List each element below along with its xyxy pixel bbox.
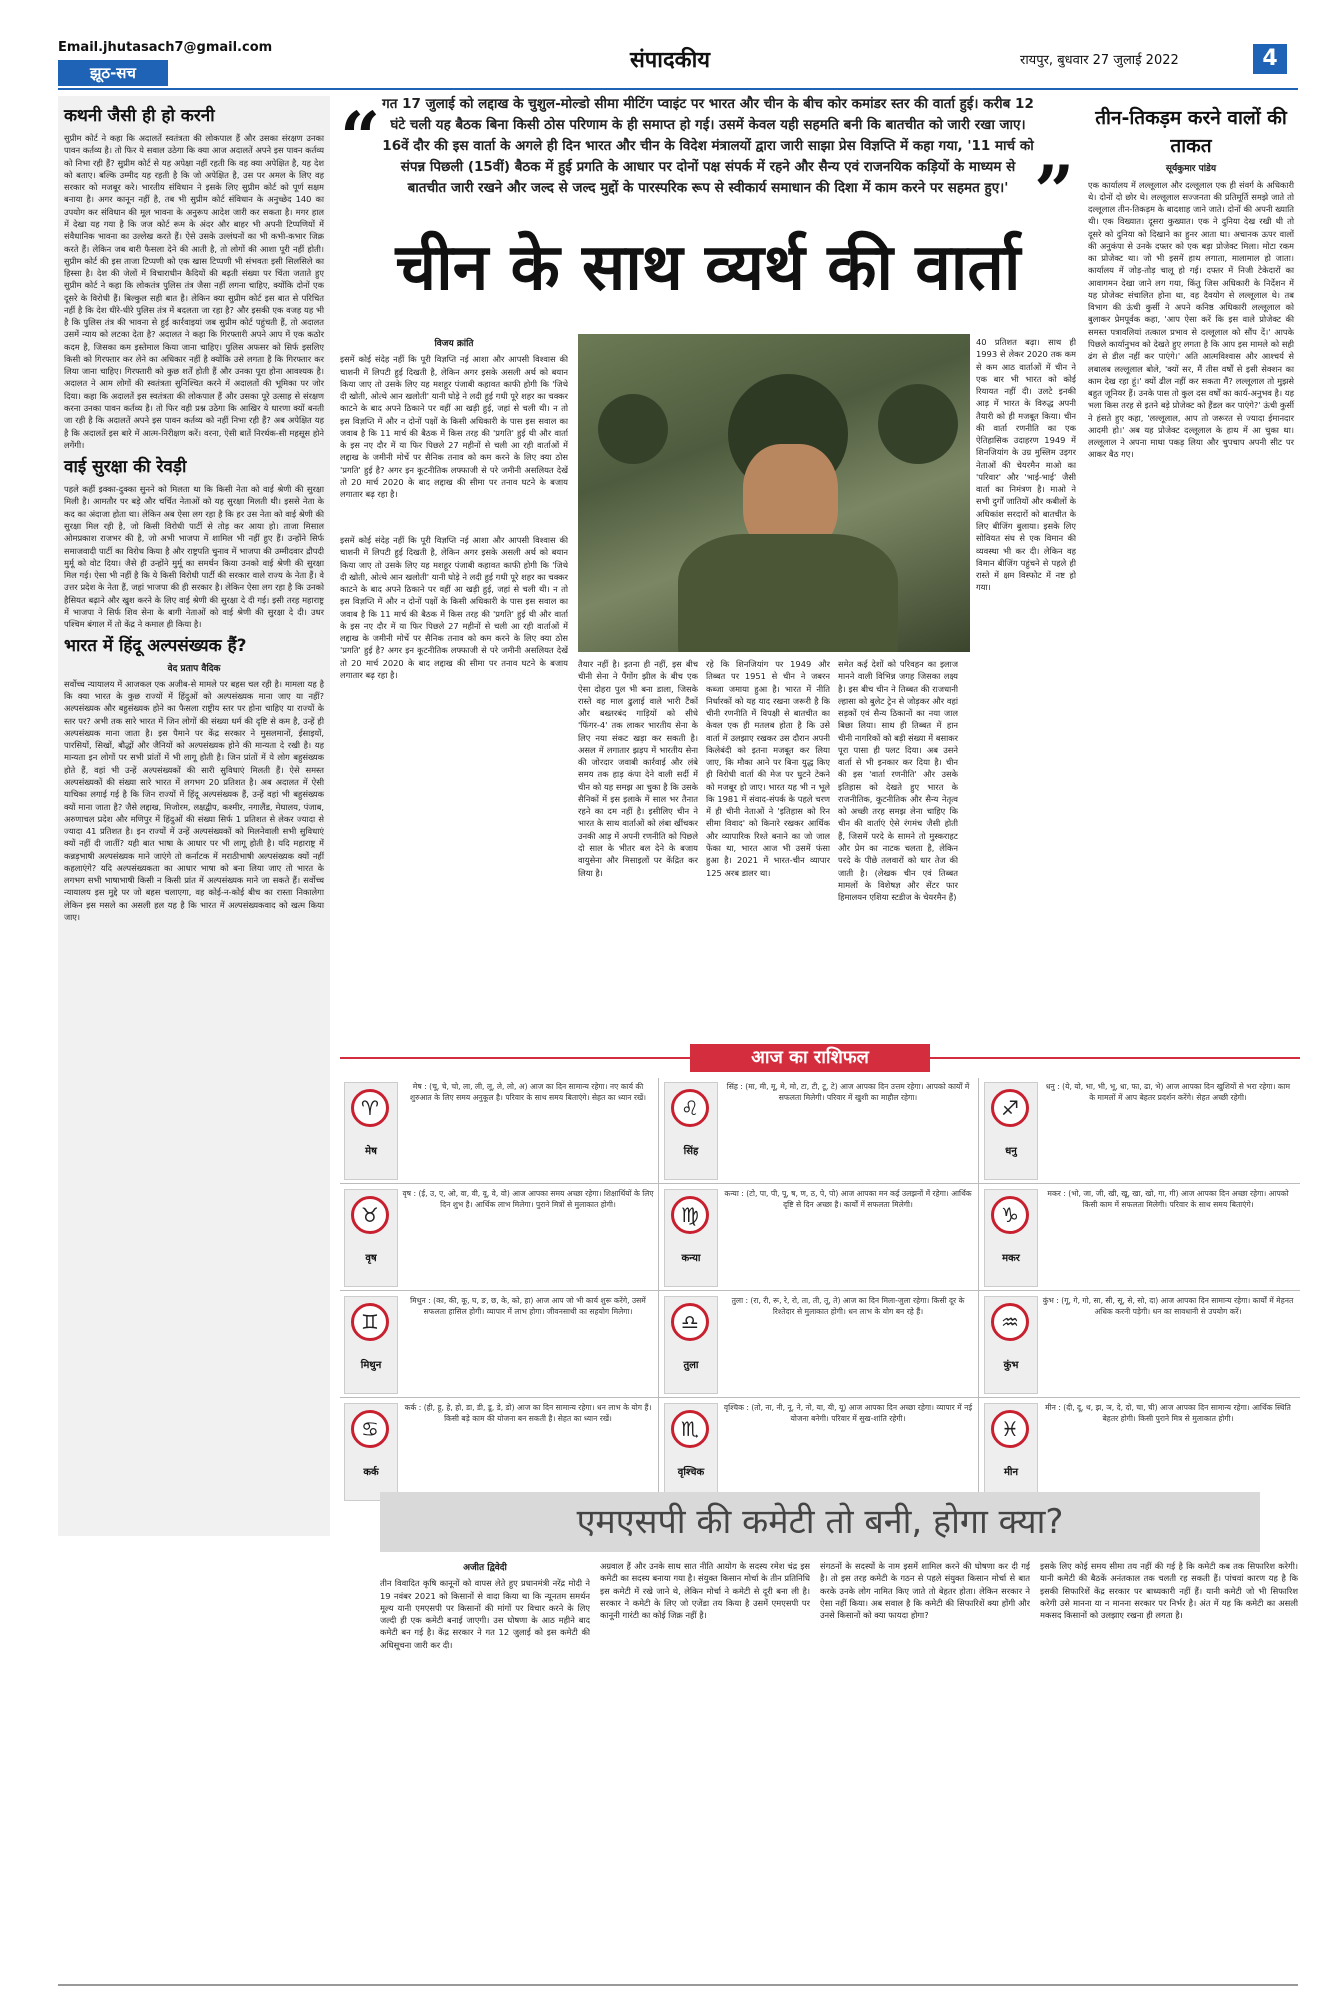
footer-rule (58, 1984, 1298, 1986)
article-byline: सूर्यकुमार पांडेय (1165, 164, 1217, 175)
main-article-col5 (838, 658, 958, 1034)
rashifal-grid (340, 1078, 1300, 1508)
zodiac-name: मीन (1003, 1467, 1019, 1478)
rashifal-title: आज का राशिफल (690, 1044, 930, 1072)
msp-col3 (820, 1560, 1030, 1970)
grid-divider (658, 1078, 659, 1508)
dateline: रायपुर, बुधवार 27 जुलाई 2022 (1020, 53, 1179, 68)
msp-headline: एमएसपी की कमेटी तो बनी, होगा क्या? (380, 1492, 1260, 1552)
main-article-col2 (578, 658, 698, 1034)
article-title: तीन-तिकड़म करने वालों की ताकत (1095, 107, 1287, 158)
grid-divider (340, 1290, 1300, 1291)
article-body: इसके लिए कोई समय सीमा तय नहीं की गई है कि कमेटी कब तक सिफारिश करेगी। यानी कमेटी की बैठकें अनंतकाल तक चलती रह सकती हैं। पांचवां कारण यह है कि इसकी सिफारिशें केंद्र सरकार पर बाध्यकारी नहीं हैं। यानी कमेटी जो भी सिफारिश करेगी उसे मानना या न मानना सरकार पर निर्भर है। अंत में यह कि कमेटी का असली मकसद किसानों को उलझाए रखना ही लगता है। (1040, 1561, 1298, 1621)
brand-logo: झूठ-सच (58, 60, 168, 86)
horoscope-text: धनु : (ये, यो, भा, भी, भू, धा, फा, ढा, भे) आज आपका दिन खुशियों से भरा रहेगा। काम के मामलों में आप बेहतर प्रदर्शन करेंगे। सेहत अच्छी रहेगी। (1045, 1082, 1291, 1102)
zodiac-name: मिथुन (360, 1360, 382, 1371)
zodiac-icon: ♒ (991, 1303, 1029, 1341)
zodiac-name: धनु (1005, 1146, 1017, 1157)
zodiac-icon: ♑ (991, 1196, 1029, 1234)
main-article-col3 (706, 658, 830, 1034)
right-column (1084, 96, 1298, 1036)
close-quote-icon: ” (1034, 150, 1075, 233)
article-body: इसमें कोई संदेह नहीं कि पूरी विज्ञप्ति नई आशा और आपसी विश्वास की चाशनी में लिपटी हुई दिखती है, लेकिन अगर इसके असली अर्थ को बयान किया जाए तो उसके लिए यह मशहूर पंजाबी कहावत काफी होगी कि 'जिथे दी खोती, ओत्थे आन खलोती' यानी घोड़े ने लदी हुई गधी पूरे शहर का चक्कर काटने के बाद अपने ठिकाने पर वहीं आ खड़ी हुई, जहां से चली थी। न तो इस विज्ञप्ति में और न दोनों पक्षों के किसी अधिकारी के पास इस सवाल का जवाब है कि 11 मार्च की बैठक में किस तरह की 'प्रगति' हुई थी और वार्ता के इस नए दौर में या फिर पिछले 27 महीनों से चली आ रही वार्ताओं में लद्दाख के जमीनी मोर्चे पर सैनिक तनाव को कम करने के लिए क्या ठोस 'प्रगति' हुई है? अगर इन कूटनीतिक लफ्फाजी से परे जमीनी असलियत देखें तो 20 मार्च 2020 के बाद लद्दाख की सीमा पर तनाव घटने के बजाय लगातार बढ़ रहा है। (340, 535, 568, 680)
page-number: 4 (1253, 44, 1287, 74)
zodiac-name: कन्या (681, 1253, 701, 1264)
rashifal-cell (340, 1292, 658, 1396)
horoscope-text: कुंभ : (गू, गे, गो, सा, सी, सू, से, सो, दा) आज आपका दिन सामान्य रहेगा। कार्यों में मेहनत अधिक करनी पड़ेगी। धन का सावधानी से उपयोग करें। (1042, 1296, 1294, 1316)
rashifal-cell (980, 1078, 1298, 1182)
soldier-bg-shape (598, 394, 668, 464)
main-article-col1b (340, 534, 568, 1034)
zodiac-icon: ♌ (671, 1089, 709, 1127)
zodiac-sign-box (984, 1403, 1038, 1501)
article-body: सर्वोच्च न्यायालय में आजकल एक अजीब-से मामले पर बहस चल रही है। मामला यह है कि क्या भारत के कुछ राज्यों में हिंदुओं को अल्पसंख्यक माना जाए या नहीं? अल्पसंख्यक और बहुसंख्यक होने का फैसला राष्ट्रीय स्तर पर होना चाहिए या राज्यों के स्तर पर? अभी तक सारे भारत में जिन लोगों की संख्या धर्म की दृष्टि से कम है, उन्हें ही अल्पसंख्यक माना जाता है। इस पैमाने पर केंद्र सरकार ने मुसलमानों, ईसाइयों, पारसियों, सिखों, बौद्धों और जैनियों को अल्पसंख्यक होने की मान्यता दे रखी है। यह मान्यता इन लोगों पर सभी प्रांतों में भी लागू होती है। जिन प्रांतों में ये लोग बहुसंख्यक होते हैं, वहां भी उन्हें अल्पसंख्यकों की सारी सुविधाएं मिलती हैं। ऐसे समस्त अल्पसंख्यकों की संख्या सारे भारत में लगभग 20 प्रतिशत है। अब अदालत में ऐसी याचिका लगाई गई है कि जिन राज्यों में हिंदू अल्पसंख्यक हैं, उन्हें वहां भी बहुसंख्यक क्यों माना जाता है? जैसे लद्दाख, मिजोरम, लक्षद्वीप, कश्मीर, नगालैंड, मेघालय, पंजाब, अरुणाचल प्रदेश और मणिपुर में हिंदुओं की संख्या सिर्फ 1 प्रतिशत से लेकर ज्यादा से ज्यादा 41 प्रतिशत है। इन राज्यों में उन्हें अल्पसंख्यकों को मिलनेवाली सभी सुविधाएं क्यों नहीं दी जातीं? यही बात भाषा के आधार पर भी लागू होती है। यदि महाराष्ट्र में कन्नड़भाषी अल्पसंख्यक माने जाएंगे तो कर्नाटक में मराठीभाषी अल्पसंख्यक क्यों नहीं कहलाएंगे? यदि अल्पसंख्यकता का आधार भाषा को बना लिया जाए तो भारत के लगभग सभी भाषाभाषी किसी न किसी प्रांत में अल्पसंख्यक माने जा सकते हैं। सर्वोच्च न्यायालय इस मुद्दे पर जो बहस चलाएगा, वह कोई-न-कोई बीच का रास्ता निकालेगा लेकिन इस मसले का असली हल यह है कि भारत में अल्पसंख्यकवाद को खत्म किया जाए। (64, 678, 324, 922)
article-byline: विजय क्रांति (434, 339, 474, 349)
zodiac-name: मेष (365, 1146, 377, 1157)
article-body: सुप्रीम कोर्ट ने कहा कि अदालतें स्वतंत्रता की लोकपाल हैं और उसका संरक्षण उनका पावन कर्तव्य है। तो फिर ये सवाल उठेगा कि क्या आज अदालतें अपने इस पावन कर्तव्य को निभा रही हैं? सुप्रीम कोर्ट से यह अपेक्षा नहीं रहती कि वह क्या अपेक्षित है, यह देश को बताए। बल्कि उम्मीद यह रहती है कि जो अपेक्षित है, उस पर अमल के लिए वह सरकार को मजबूर करे। भारतीय संविधान ने इसके लिए सुप्रीम कोर्ट को पूर्ण सक्षम बनाया है। अगर कानून नहीं है, तब भी सुप्रीम कोर्ट संविधान के अनुच्छेद 140 का उपयोग कर संविधान की मूल भावना के अनुरूप आदेश जारी कर सकता है। मगर हाल में देखा यह गया है कि जज कोर्ट रूम के अंदर और बाहर भी अपनी टिप्पणियों में संवैधानिक भावना का उल्लेख करते हैं। ऐसे उसके उल्लंघनों का भी कभी-कभार जिक्र करते हैं। लेकिन जब बारी फैसला देने की आती है, तो लोगों की आशा पूरी नहीं होती। सुप्रीम कोर्ट की इस ताजा टिप्पणी को एक खास टिप्पणी भी संभवतः इसी सिलसिले का हिस्सा है। देश की जेलों में विचाराधीन कैदियों की बढ़ती संख्या पर चिंता जताते हुए सुप्रीम कोर्ट ने कहा कि लोकतंत्र पुलिस तंत्र जैसा नहीं लगना चाहिए, क्योंकि दोनों एक दूसरे के विरोधी हैं। बिल्कुल सही बात है। लेकिन क्या सुप्रीम कोर्ट इस बात से परिचित नहीं है कि देश धीरे-धीरे पुलिस तंत्र में बदलता जा रहा है? और इसकी एक वजह यह भी है कि पुलिस तंत्र की भावना से हुई कार्रवाइयां जब सुप्रीम कोर्ट पहुंचती हैं, तो अदालत उसमें न्याय को लटका देता है? अदालत ने कहा कि गिरफ्तारी अपने आप में एक कठोर कदम है, जिसका कम इस्तेमाल किया जाना चाहिए। पुलिस अफसर को सिर्फ इसलिए किसी को गिरफ्तार कर लेने का अधिकार नहीं है क्योंकि उसे लगता है कि गिरफ्तार कर लिया जाना चाहिए। गिरफ्तारी को कुछ शर्तें होती हैं और उनका पूरा होना आवश्यक है। अदालत ने आम लोगों की स्वतंत्रता सुनिश्चित करने में अदालतों की भूमिका पर जोर दिया। कहा कि अदालतें इस स्वतंत्रता की लोकपाल हैं और उसका पूरे उत्साह से संरक्षण करना उनका पावन कर्तव्य है। तो फिर वही प्रश्न उठेगा कि आखिर ये धारणा क्यों बनती जा रही है कि अदालतें अपने इस पावन कर्तव्य को नहीं निभा रही हैं? अब अपेक्षित यह है कि अदालतें इस बारे में आत्म-निरीक्षण करें। वरना, ऐसी बातें निरर्थक-सी महसूस होने लगेंगी। (64, 133, 324, 450)
rashifal-cell (660, 1292, 978, 1396)
horoscope-text: तुला : (रा, री, रू, रे, रो, ता, ती, तू, ते) आज का दिन मिला-जुला रहेगा। किसी दूर के रिश्तेदार से मुलाकात होगी। धन लाभ के योग बन रहे हैं। (731, 1296, 965, 1316)
rashifal-cell (340, 1078, 658, 1182)
zodiac-icon: ♏ (671, 1410, 709, 1448)
zodiac-icon: ♎ (671, 1303, 709, 1341)
zodiac-sign-box (344, 1082, 398, 1180)
zodiac-icon: ♈ (351, 1089, 389, 1127)
soldier-body-shape (678, 534, 898, 652)
grid-divider (340, 1183, 1300, 1184)
article-body: पहले कहीं इक्का-दुक्का सुनने को मिलता था कि किसी नेता को वाई श्रेणी की सुरक्षा मिली है। आमतौर पर बड़े और चर्चित नेताओं को यह सुरक्षा मिलती थी। इससे नेता के कद का अंदाजा होता था। लेकिन अब ऐसा लग रहा है कि हर उस नेता को वाई श्रेणी की सुरक्षा मिल रही है, जो किसी विरोधी पार्टी से तोड़ कर आया हो। ताजा मिसाल ओमप्रकाश राजभर की है, जो अभी भाजपा में शामिल भी नहीं हुए हैं। उन्होंने सिर्फ समाजवादी पार्टी का विरोध किया है और राष्ट्रपति चुनाव में भाजपा की उम्मीदवार द्रौपदी मुर्मू को वोट दिया। जैसे ही उन्होंने मुर्मू का समर्थन किया उनको वाई श्रेणी की सुरक्षा मिल गई। ऐसा भी नहीं है कि ये किसी विरोधी पार्टी की सरकार वाले राज्य के नेता हैं। वे उत्तर प्रदेश के नेता हैं, जहां भाजपा की ही सरकार है। लेकिन ऐसा लग रहा है कि उनको हैसियत बढ़ाने और खुश करने के लिए वाई श्रेणी की सुरक्षा दे दी गई। इसी तरह महाराष्ट्र में भाजपा ने सिर्फ शिव सेना के बागी नेताओं को वाई श्रेणी की सुरक्षा दे दी। उधर पश्चिम बंगाल में तो केंद्र ने कमाल ही किया है। (64, 484, 324, 630)
horoscope-text: मिथुन : (का, की, कू, घ, ङ, छ, के, को, हा) आज आप जो भी कार्य शुरू करेंगे, उसमें सफलता हासिल होगी। व्यापार में लाभ होगा। जीवनसाथी का सहयोग मिलेगा। (410, 1296, 646, 1316)
horoscope-text: मेष : (चू, चे, चो, ला, ली, लू, ले, लो, अ) आज का दिन सामान्य रहेगा। नए कार्य की शुरुआत के लिए समय अनुकूल है। परिवार के साथ समय बिताएंगे। सेहत का ध्यान रखें। (409, 1082, 647, 1102)
horoscope-text: कर्क : (ही, हू, हे, हो, डा, डी, डू, डे, डो) आज का दिन सामान्य रहेगा। धन लाभ के योग हैं। किसी बड़े काम की योजना बन सकती है। सेहत का ध्यान रखें। (404, 1403, 652, 1423)
zodiac-sign-box (664, 1082, 718, 1180)
zodiac-sign-box (664, 1189, 718, 1287)
grid-divider (340, 1397, 1300, 1398)
rashifal-cell (340, 1185, 658, 1289)
zodiac-name: तुला (683, 1360, 699, 1371)
email-address: Email.jhutasach7@gmail.com (58, 40, 273, 55)
zodiac-icon: ♉ (351, 1196, 389, 1234)
soldier-photo (578, 334, 970, 652)
zodiac-sign-box (984, 1082, 1038, 1180)
header-divider (58, 88, 1298, 90)
horoscope-text: सिंह : (मा, मी, मू, मे, मो, टा, टी, टू, टे) आज आपका दिन उत्तम रहेगा। आपको कार्यों में सफलता मिलेगी। परिवार में खुशी का माहौल रहेगा। (726, 1082, 970, 1102)
article-body: एक कार्यालय में लल्लूलाल और दल्लूलाल एक ही संवर्ग के अधिकारी थे। दोनों दो छोर थे। लल्लूलाल सज्जनता की प्रतिमूर्ति समझे जाते तो दल्लूलाल तीन-तिकड़म के बादशाह जाने जाते। दोनों की अपनी ख्याति थी। एक विख्यात। दूसरा कुख्यात। एक ने दुनिया देख रखी थी तो दूसरे को दुनिया को दिखाने का हुनर आता था। अचानक ऊपर वालों की अनुकंपा से उनके दफ्तर को एक बड़ा प्रोजेक्ट मिला। मोटा रकम का प्रोजेक्ट था। जो भी इसमें हाथ लगाता, मालामाल हो जाता। कार्यालय में जोड़-तोड़ चालू हो गई। दफ्तर में निजी टेकेदारों का आवागमन देखा जाने लग गया, किंतु जिस अधिकारी के निर्देशन में यह प्रोजेक्ट संचालित होना था, वह दैवयोग से लल्लूलाल थे। तब विभाग की ऊंची कुर्सी ने अपने कनिष्ठ अधिकारी लल्लूलाल को बुलाकर प्रेमपूर्वक कहा, 'आप ऐसा करें कि इस वाले प्रोजेक्ट की समस्त पत्रावलियां तत्काल प्रभाव से दल्लूलाल को सौंप दें।' आपके पिछले कार्यानुभव को देखते हुए लगता है कि आप इस मामले को सही ढंग से डील नहीं कर पाएंगे।' अति आत्मविश्वास और आश्चर्य से लबालब लल्लूलाल बोले, 'क्यों सर, मैं तीस वर्षों से इसी सेक्शन का काम देख रहा हूं।' क्यों ढील नहीं कर सकता मैं? लल्लूलाल तो मुझसे बहुत जूनियर हैं। उनके पास तो कुल दस वर्षों का कार्य-अनुभव है। यह भला किस तरह से इतने बड़े प्रोजेक्ट को हैंडल कर पाएंगे?' ऊंची कुर्सी ने हंसते हुए कहा, 'लल्लूलाल, आप तो जरूरत से ज्यादा ईमानदार आदमी हो।' अब यह प्रोजेक्ट दल्लूलाल के हाथ में आ चुका था। लल्लूलाल ने अपना माथा पकड़ लिया और चुपचाप अपनी सीट पर आकर बैठ गए। (1088, 179, 1294, 460)
msp-col2 (600, 1560, 810, 1970)
zodiac-sign-box (344, 1296, 398, 1394)
horoscope-text: मकर : (भो, जा, जी, खी, खू, खा, खो, गा, गी) आज आपका दिन अच्छा रहेगा। आपको किसी काम में सफलता मिलेगी। परिवार के साथ समय बिताएंगे। (1047, 1189, 1289, 1209)
zodiac-icon: ♓ (991, 1410, 1029, 1448)
rashifal-cell (660, 1185, 978, 1289)
zodiac-name: मकर (1002, 1253, 1020, 1264)
article-title: वाई सुरक्षा की रेवड़ी (64, 457, 187, 478)
horoscope-text: वृश्चिक : (तो, ना, नी, नू, ने, नो, या, यी, यू) आज आपका दिन अच्छा रहेगा। व्यापार में नई योजना बनेगी। परिवार में सुख-शांति रहेगी। (723, 1403, 973, 1423)
msp-col1 (380, 1560, 590, 1970)
article-body: संगठनों के सदस्यों के नाम इसमें शामिल करने की घोषणा कर दी गई है। तो इस तरह कमेटी के गठन से पहले संयुक्त किसान मोर्चा से बात करके उनके लोग नामित किए जाते तो बेहतर होता। लेकिन सरकार ने ऐसा नहीं किया। अब सवाल है कि कमेटी की सिफारिशें क्या होंगी और उनसे किसानों को क्या फायदा होगा? (820, 1561, 1030, 1621)
article-body: इसमें कोई संदेह नहीं कि पूरी विज्ञप्ति नई आशा और आपसी विश्वास की चाशनी में लिपटी हुई दिखती है, लेकिन अगर इसके असली अर्थ को बयान किया जाए तो उसके लिए यह मशहूर पंजाबी कहावत काफी होगी कि 'जिथे दी खोती, ओत्थे आन खलोती' यानी घोड़े ने लदी हुई गधी पूरे शहर का चक्कर काटने के बाद अपने ठिकाने पर वहीं आ खड़ी हुई, जहां से चली थी। न तो इस विज्ञप्ति में और न दोनों पक्षों के किसी अधिकारी के पास इस सवाल का जवाब है कि 11 मार्च की बैठक में किस तरह की 'प्रगति' हुई थी और वार्ता के इस नए दौर में या फिर पिछले 27 महीनों से चली आ रही वार्ताओं में लद्दाख के जमीनी मोर्चे पर सैनिक तनाव को कम करने के लिए क्या ठोस 'प्रगति' हुई है? अगर इन कूटनीतिक लफ्फाजी से परे जमीनी असलियत देखें तो 20 मार्च 2020 के बाद लद्दाख की सीमा पर तनाव घटने के बजाय लगातार बढ़ रहा है। (340, 354, 568, 500)
horoscope-text: मीन : (दी, दू, थ, झ, ञ, दे, दो, चा, ची) आज आपका दिन सामान्य रहेगा। आर्थिक स्थिति बेहतर होगी। किसी पुराने मित्र से मुलाकात होगी। (1045, 1403, 1291, 1423)
article-body: रहे कि शिनजियांग पर 1949 और तिब्बत पर 1951 से चीन ने जबरन कब्जा जमाया हुआ है। भारत में नीति निर्धारकों को यह याद रखना जरूरी है कि चीनी रणनीति में विपक्षी से बातचीत का केवल एक ही मतलब होता है कि उसे वार्ता में उलझाए रखकर उस दौरान अपनी किलेबंदी को इतना मजबूत कर लिया जाए, कि मौका आने पर बिना युद्ध किए ही विरोधी वार्ता की मेज पर घुटने टेकने को मजबूर हो जाए। भारत यह भी न भूले कि 1981 में संवाद-संपर्क के पहले चरण में ही चीनी नेताओं ने 'इतिहास को रिन सीमा विवाद' को किनारे रखकर आर्थिक और व्यापारिक रिश्ते बनाने का जो जाल फेंका था, भारत आज भी उसमें फंसा हुआ है। 2021 में भारत-चीन व्यापार 125 अरब डालर था। (706, 659, 830, 878)
open-quote-icon: “ (340, 96, 381, 179)
zodiac-name: कुंभ (1003, 1360, 1019, 1371)
zodiac-sign-box (664, 1296, 718, 1394)
left-column (58, 96, 330, 1536)
zodiac-icon: ♊ (351, 1303, 389, 1341)
article-title: कथनी जैसी ही हो करनी (64, 106, 215, 126)
msp-col4 (1040, 1560, 1298, 1970)
zodiac-icon: ♍ (671, 1196, 709, 1234)
rashifal-cell (980, 1399, 1298, 1503)
rashifal-cell (340, 1399, 658, 1503)
pull-quote (340, 94, 1076, 224)
main-headline: चीन के साथ व्यर्थ की वार्ता (395, 231, 1021, 305)
article-body: अग्रवाल हैं और उनके साथ सात नीति आयोग के सदस्य रमेश चंद्र इस कमेटी का सदस्य बनाया गया है। संयुक्त किसान मोर्चा के तीन प्रतिनिधि इस कमेटी में रखे जाने थे, लेकिन मोर्चा ने कमेटी से दूरी बना ली है। सरकार ने कमेटी के लिए जो एजेंडा तय किया है उसमें एमएसपी पर कानूनी गारंटी का कोई जिक्र नहीं है। (600, 1561, 810, 1621)
article-title: भारत में हिंदू अल्पसंख्यक हैं? (64, 636, 247, 657)
article-byline: अजीत द्विवेदी (463, 1563, 507, 1573)
zodiac-name: कर्क (363, 1467, 379, 1478)
zodiac-sign-box (984, 1296, 1038, 1394)
rashifal-cell (660, 1078, 978, 1182)
zodiac-name: वृश्चिक (677, 1467, 705, 1478)
article-body: समेत कई देशों को परिवहन का इलाज मानने वाली विभिन्न जगह जिसका लक्ष्य है। इस बीच चीन ने तिब्बत की राजधानी ल्हासा को बुलेट ट्रेन से जोड़कर और वहां सड़कों एवं सैन्य ठिकानों का नया जाल बिछा लिया। साथ ही तिब्बत में हान चीनी नागरिकों को बड़ी संख्या में बसाकर पूरा पासा ही पलट दिया। अब उसने वार्ता से भी इनकार कर दिया है। चीन की इस 'वार्ता रणनीति' और उसके इतिहास को देखते हुए भारत के राजनीतिक, कूटनीतिक और सैन्य नेतृत्व को अच्छी तरह समझ लेना चाहिए कि चीन की वार्ताएं ऐसे रंगमंच जैसी होती हैं, जिसमें परदे के सामने तो मुस्कराहट और प्रेम का नाटक चलता है, लेकिन परदे के पीछे तलवारों को धार तेज की जाती है। (लेखक चीन एवं तिब्बत मामलों के विशेषज्ञ और सेंटर फार हिमालयन एशिया स्टडीज के चेयरमैन हैं) (838, 659, 958, 903)
article-body: 40 प्रतिशत बढ़ा। साथ ही 1993 से लेकर 2020 तक कम से कम आठ वार्ताओं में चीन ने एक बार भी भारत को कोई रियायत नहीं दी। उलटे इनकी आड़ में भारत के विरुद्ध अपनी तैयारी को ही मजबूत किया। चीन की वार्ता रणनीति का एक ऐतिहासिक उदाहरण 1949 में शिनजियांग के उग्र मुस्लिम उइगर नेताओं की चेयरमैन माओ का 'परिवार' और 'भाई-भाई' जैसी वार्ता का निमंत्रण है। माओ ने सभी दुर्गों जातियों और कबीलों के अधिकांश सरदारों को बातचीत के लिए बीजिंग बुलाया। इसके लिए सोवियत संघ से एक विमान की व्यवस्था भी कर दी। लेकिन वह विमान बीजिंग पहुंचने से पहले ही रास्ते में क्षम विस्फोट में नष्ट हो गया। (976, 337, 1076, 593)
zodiac-sign-box (344, 1189, 398, 1287)
horoscope-text: कन्या : (टो, पा, पी, पू, ष, ण, ठ, पे, पो) आज आपका मन कई उलझनों में रहेगा। आर्थिक दृष्टि से दिन अच्छा है। कार्यों में सफलता मिलेगी। (724, 1189, 972, 1209)
zodiac-icon: ♐ (991, 1089, 1029, 1127)
pull-quote-text: गत 17 जुलाई को लद्दाख के चुशुल-मोल्डो सीमा मीटिंग प्वाइंट पर भारत और चीन के बीच कोर कमांडर स्तर की वार्ता हुई। करीब 12 घंटे चली यह बैठक बिना किसी ठोस परिणाम के ही समाप्त हो गई। उसमें केवल यही सहमति बनी कि बातचीत को जारी रखा जाए। 16वें दौर की इस वार्ता के अगले ही दिन भारत और चीन के विदेश मंत्रालयों द्वारा जारी साझा प्रेस विज्ञप्ति में कहा गया, '11 मार्च को संपन्न पिछली (15वीं) बैठक में हुई प्रगति के आधार पर दोनों पक्ष संपर्क में रहने और सैन्य एवं राजनयिक कड़ियों के माध्यम से बातचीत जारी रखने और जल्द से जल्द मुद्दों के पारस्परिक रूप से स्वीकार्य समाधान की दिशा में काम करने पर सहमत हुए।' (382, 96, 1034, 196)
main-article-col4 (976, 336, 1076, 1034)
horoscope-text: वृष : (ई, उ, ए, ओ, वा, वी, वू, वे, वो) आज आपका समय अच्छा रहेगा। शिक्षार्थियों के लिए दिन शुभ है। आर्थिक लाभ मिलेगा। पुराने मित्रों से मुलाकात होगी। (402, 1189, 654, 1209)
zodiac-name: सिंह (683, 1146, 699, 1157)
zodiac-sign-box (344, 1403, 398, 1501)
main-article-col1 (340, 336, 568, 532)
article-body: तैयार नहीं है। इतना ही नहीं, इस बीच चीनी सेना ने पैंगोंग झील के बीच एक ऐसा दोहरा पुल भी बना डाला, जिसके रास्ते वह माल ढुलाई वाले भारी टैंकों और बख्तरबंद गाड़ियों को सीधे 'फिंगर-4' तक लाकर भारतीय सेना के लिए नया संकट खड़ा कर सकती है। असल में लगातार झड़प में भारतीय सेना की जोरदार जवाबी कार्रवाई और लंबे समय तक हाड़ कंपा देने वाली सर्दी में चीन को यह समझ आ चुका है कि उसके सैनिकों में इस इलाके में साल भर तैनात रहने का दम नहीं है। इसीलिए चीन ने भारत के साथ वार्ताओं को लंबा खींचकर उनकी आड़ में अपनी रणनीति को पिछले दो साल के भीतर बल देने के बजाय वायुसेना और मिसाइलों पर केंद्रित कर लिया है। (578, 659, 698, 878)
article-body: तीन विवादित कृषि कानूनों को वापस लेते हुए प्रधानमंत्री नरेंद्र मोदी ने 19 नवंबर 2021 को किसानों से वादा किया था कि न्यूनतम समर्थन मूल्य यानी एमएसपी पर किसानों की मांगों पर विचार करने के लिए जल्दी ही एक कमेटी बनाई जाएगी। उस घोषणा के आठ महीने बाद कमेटी बन गई है। केंद्र सरकार ने गत 12 जुलाई को इस कमेटी की अधिसूचना जारी कर दी। (380, 1578, 590, 1650)
rashifal-cell (980, 1185, 1298, 1289)
article-byline: वेद प्रताप वैदिक (167, 663, 221, 674)
grid-divider (978, 1078, 979, 1508)
zodiac-name: वृष (365, 1253, 377, 1264)
zodiac-sign-box (664, 1403, 718, 1501)
zodiac-sign-box (984, 1189, 1038, 1287)
section-title: संपादकीय (629, 48, 711, 73)
soldier-bg-shape (878, 384, 958, 464)
rashifal-cell (980, 1292, 1298, 1396)
zodiac-icon: ♋ (351, 1410, 389, 1448)
rashifal-cell (660, 1399, 978, 1503)
